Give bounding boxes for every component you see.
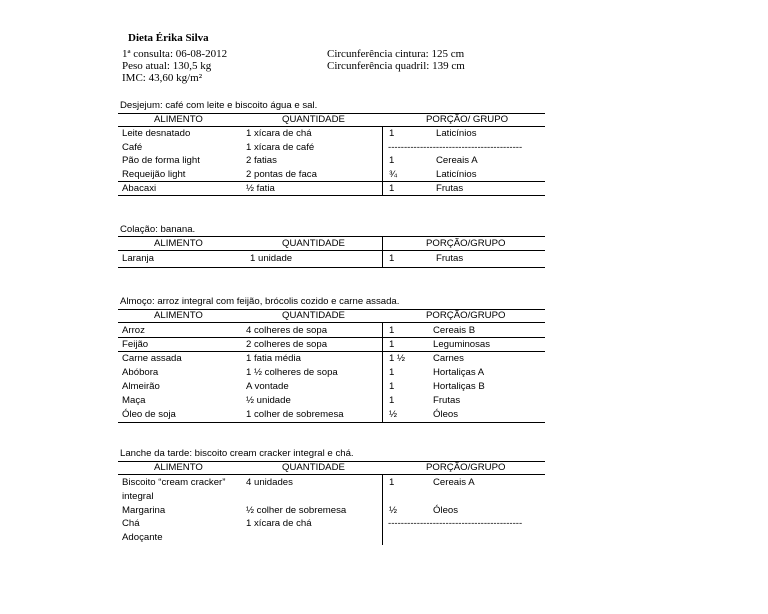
- portion-cell: 1 ½: [389, 353, 406, 364]
- portion-cell: 1: [389, 253, 395, 264]
- group-cell: Hortaliças A: [433, 367, 485, 378]
- header-rule: [118, 250, 545, 251]
- group-cell: Frutas: [433, 395, 461, 406]
- header-rule: [118, 322, 545, 323]
- column-header-quantidade: QUANTIDADE: [282, 114, 345, 125]
- quantity-cell: ½ colher de sobremesa: [246, 505, 347, 516]
- group-cell: Carnes: [433, 353, 464, 364]
- column-header-alimento: ALIMENTO: [154, 114, 203, 125]
- column-header-alimento: ALIMENTO: [154, 310, 203, 321]
- portion-cell: 1: [389, 381, 395, 392]
- circunferencia-cintura: Circunferência cintura: 125 cm: [327, 48, 465, 60]
- quantity-cell: ½ fatia: [246, 183, 275, 194]
- portion-cell: ¾: [389, 169, 398, 180]
- page-title: Dieta Érika Silva: [128, 32, 209, 44]
- food-cell: Adoçante: [122, 532, 163, 543]
- quantity-cell: 2 colheres de sopa: [246, 339, 328, 350]
- header-rule: [118, 474, 545, 475]
- group-cell: Cereais A: [436, 155, 478, 166]
- group-cell: Cereais B: [433, 325, 476, 336]
- row-rule: [118, 181, 545, 182]
- column-header-alimento: ALIMENTO: [154, 238, 203, 249]
- quantity-cell: 1 xícara de chá: [246, 128, 312, 139]
- quantity-cell: 4 unidades: [246, 477, 293, 488]
- portion-cell: 1: [389, 155, 395, 166]
- dashes-cell: ------------------------------------------: [388, 518, 523, 529]
- row-rule: [118, 337, 545, 338]
- food-cell: Biscoito “cream cracker”: [122, 477, 226, 488]
- portion-cell: 1: [389, 183, 395, 194]
- food-cell: Arroz: [122, 325, 145, 336]
- food-cell: Maça: [122, 395, 146, 406]
- quantity-cell: 1 xícara de café: [246, 142, 315, 153]
- imc-value: IMC: 43,60 kg/m²: [122, 72, 202, 84]
- group-cell: Leguminosas: [433, 339, 491, 350]
- portion-cell: ½: [389, 505, 398, 516]
- food-cell: integral: [122, 491, 154, 502]
- quantity-cell: 1 unidade: [250, 253, 293, 264]
- consulta-date: 1ª consulta: 06-08-2012: [122, 48, 228, 60]
- food-cell: Abacaxi: [122, 183, 157, 194]
- food-cell: Óleo de soja: [122, 409, 176, 420]
- quantity-cell: 2 pontas de faca: [246, 169, 317, 180]
- row-rule: [118, 351, 545, 352]
- column-header-porcao-grupo: PORÇÃO/GRUPO: [426, 238, 506, 249]
- group-cell: Hortaliças B: [433, 381, 485, 392]
- column-header-alimento: ALIMENTO: [154, 462, 203, 473]
- portion-cell: 1: [389, 339, 395, 350]
- column-header-quantidade: QUANTIDADE: [282, 238, 345, 249]
- food-cell: Almeirão: [122, 381, 160, 392]
- peso-atual: Peso atual: 130,5 kg: [122, 60, 212, 72]
- food-cell: Chá: [122, 518, 140, 529]
- circunferencia-quadril: Circunferência quadril: 139 cm: [327, 60, 465, 72]
- quantity-cell: 2 fatias: [246, 155, 277, 166]
- group-cell: Óleos: [433, 409, 459, 420]
- table-top-rule: [118, 236, 545, 237]
- food-cell: Feijão: [122, 339, 149, 350]
- meal-heading: Colação: banana.: [120, 224, 196, 235]
- group-cell: Cereais A: [433, 477, 475, 488]
- portion-cell: 1: [389, 128, 395, 139]
- quantity-cell: 1 colher de sobremesa: [246, 409, 344, 420]
- header-rule: [118, 126, 545, 127]
- column-divider: [382, 474, 383, 545]
- meal-heading: Desjejum: café com leite e biscoito água e sal.: [120, 100, 318, 111]
- group-cell: Frutas: [436, 253, 464, 264]
- quantity-cell: ½ unidade: [246, 395, 291, 406]
- food-cell: Margarina: [122, 505, 166, 516]
- group-cell: Óleos: [433, 505, 459, 516]
- food-cell: Abóbora: [122, 367, 159, 378]
- column-divider: [382, 126, 383, 195]
- food-cell: Laranja: [122, 253, 155, 264]
- column-divider: [382, 236, 383, 268]
- meal-heading: Lanche da tarde: biscoito cream cracker integral e chá.: [120, 448, 354, 459]
- quantity-cell: 4 colheres de sopa: [246, 325, 328, 336]
- quantity-cell: 1 fatia média: [246, 353, 301, 364]
- food-cell: Café: [122, 142, 143, 153]
- column-header-porcao-grupo: PORÇÃO/GRUPO: [426, 310, 506, 321]
- group-cell: Frutas: [436, 183, 464, 194]
- column-header-quantidade: QUANTIDADE: [282, 310, 345, 321]
- portion-cell: 1: [389, 477, 395, 488]
- quantity-cell: 1 xícara de chá: [246, 518, 312, 529]
- group-cell: Laticínios: [436, 169, 477, 180]
- column-header-porcao-grupo: PORÇÃO/GRUPO: [426, 462, 506, 473]
- portion-cell: 1: [389, 367, 395, 378]
- column-header-quantidade: QUANTIDADE: [282, 462, 345, 473]
- portion-cell: 1: [389, 395, 395, 406]
- table-bottom-rule: [118, 195, 545, 196]
- food-cell: Leite desnatado: [122, 128, 191, 139]
- quantity-cell: 1 ½ colheres de sopa: [246, 367, 338, 378]
- portion-cell: ½: [389, 409, 398, 420]
- dashes-cell: ------------------------------------------: [388, 142, 523, 153]
- group-cell: Laticínios: [436, 128, 477, 139]
- food-cell: Requeijão light: [122, 169, 186, 180]
- portion-cell: 1: [389, 325, 395, 336]
- food-cell: Pão de forma light: [122, 155, 200, 166]
- food-cell: Carne assada: [122, 353, 182, 364]
- quantity-cell: A vontade: [246, 381, 289, 392]
- table-bottom-rule: [118, 422, 545, 423]
- column-header-porcao-grupo: PORÇÃO/ GRUPO: [426, 114, 509, 125]
- meal-heading: Almoço: arroz integral com feijão, brócolis cozido e carne assada.: [120, 296, 400, 307]
- table-bottom-rule: [118, 267, 545, 268]
